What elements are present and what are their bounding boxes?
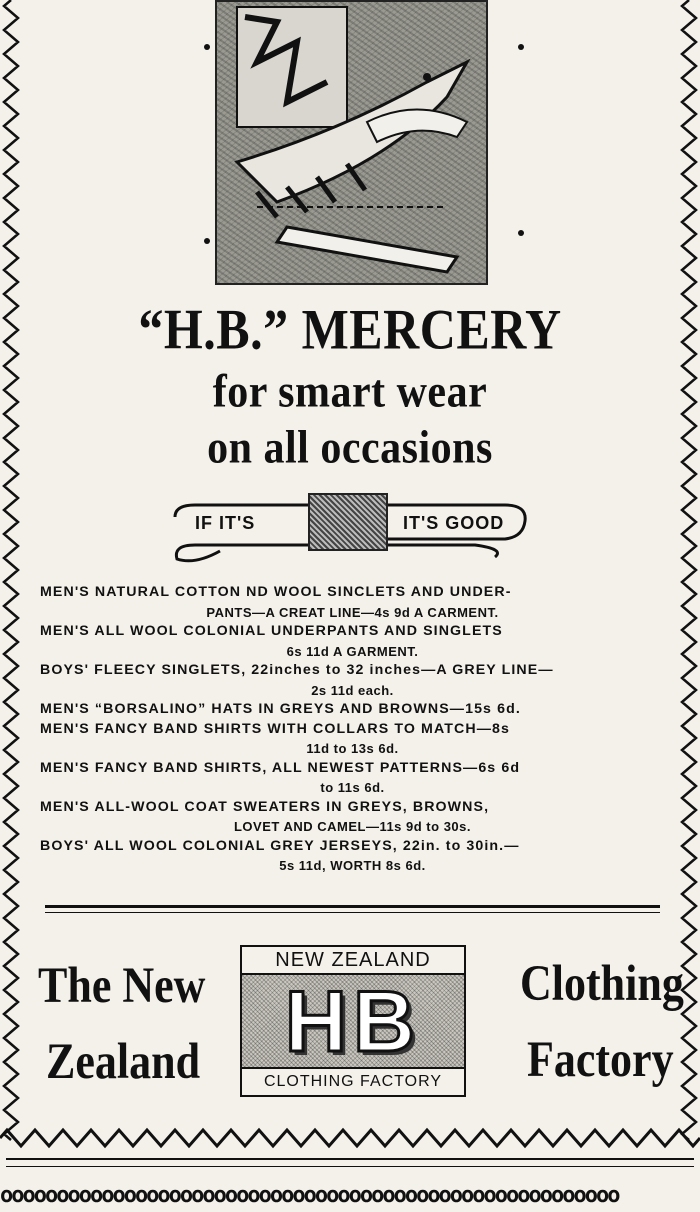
headline-title: “H.B.” MERCERY — [138, 296, 562, 362]
bottom-rule — [6, 1166, 694, 1167]
ornament-dot — [204, 44, 210, 50]
ornament-dot — [518, 230, 524, 236]
bottom-rule — [6, 1158, 694, 1160]
bird-illustration — [215, 0, 488, 285]
footer-left-line2: Zealand — [46, 1033, 201, 1090]
banner-center-emblem — [308, 493, 388, 551]
list-item: MEN'S “BORSALINO” HATS IN GREYS AND BROWNS—15s 6d. — [40, 701, 521, 717]
headline-subtitle: for smart wear — [212, 366, 488, 418]
footer-left-line1: The New — [38, 957, 206, 1014]
list-item: MEN'S ALL WOOL COLONIAL UNDERPANTS AND SINGLETS 6s 11d A GARMENT. — [40, 623, 503, 659]
banner-right-text: IT'S GOOD — [403, 513, 505, 533]
logo-top-text: NEW ZEALAND — [242, 947, 464, 975]
bird-on-branch-illustration — [217, 2, 486, 283]
footer-right-line1: Clothing — [520, 955, 684, 1012]
ornament-dot — [204, 238, 210, 244]
product-list — [40, 583, 665, 876]
ornament-dot — [518, 44, 524, 50]
list-item: MEN'S ALL-WOOL COAT SWEATERS IN GREYS, BROWNS, LOVET AND CAMEL—11s 9d to 30s. — [40, 798, 490, 834]
hb-logo — [240, 945, 466, 1097]
footer-right-line2: Factory — [527, 1031, 674, 1088]
logo-bottom-text: CLOTHING FACTORY — [242, 1067, 464, 1095]
separator-line — [45, 905, 660, 908]
scroll-banner — [165, 487, 535, 565]
headline-subtitle-2: on all occasions — [207, 422, 493, 474]
logo-hb-panel — [242, 975, 464, 1069]
list-item: BOYS' FLEECY SINGLETS, 22inches to 32 inches—A GREY LINE— 2s 11d each. — [40, 662, 554, 698]
logo-hb-letters: HB — [284, 974, 422, 1070]
separator-line — [45, 912, 660, 913]
list-item: MEN'S NATURAL COTTON ND WOOL SINCLETS AND UNDER- PANTS—A CREAT LINE—4s 9d A CARMENT. — [40, 584, 512, 620]
list-item: BOYS' ALL WOOL COLONIAL GREY JERSEYS, 22in. to 30in.— 5s 11d, WORTH 8s 6d. — [40, 837, 520, 873]
bottom-wavy-border — [0, 1118, 700, 1154]
list-item: MEN'S FANCY BAND SHIRTS, ALL NEWEST PATTERNS—6s 6d to 11s 6d. — [40, 759, 521, 795]
ornament-circle-row: ooooooooooooooooooooooooooooooooooooooooooooooooooooooo — [0, 1183, 619, 1208]
list-item: MEN'S FANCY BAND SHIRTS WITH COLLARS TO MATCH—8s 11d to 13s 6d. — [40, 720, 510, 756]
banner-left-text: IF IT'S — [195, 513, 256, 533]
left-wavy-border — [0, 0, 22, 1145]
